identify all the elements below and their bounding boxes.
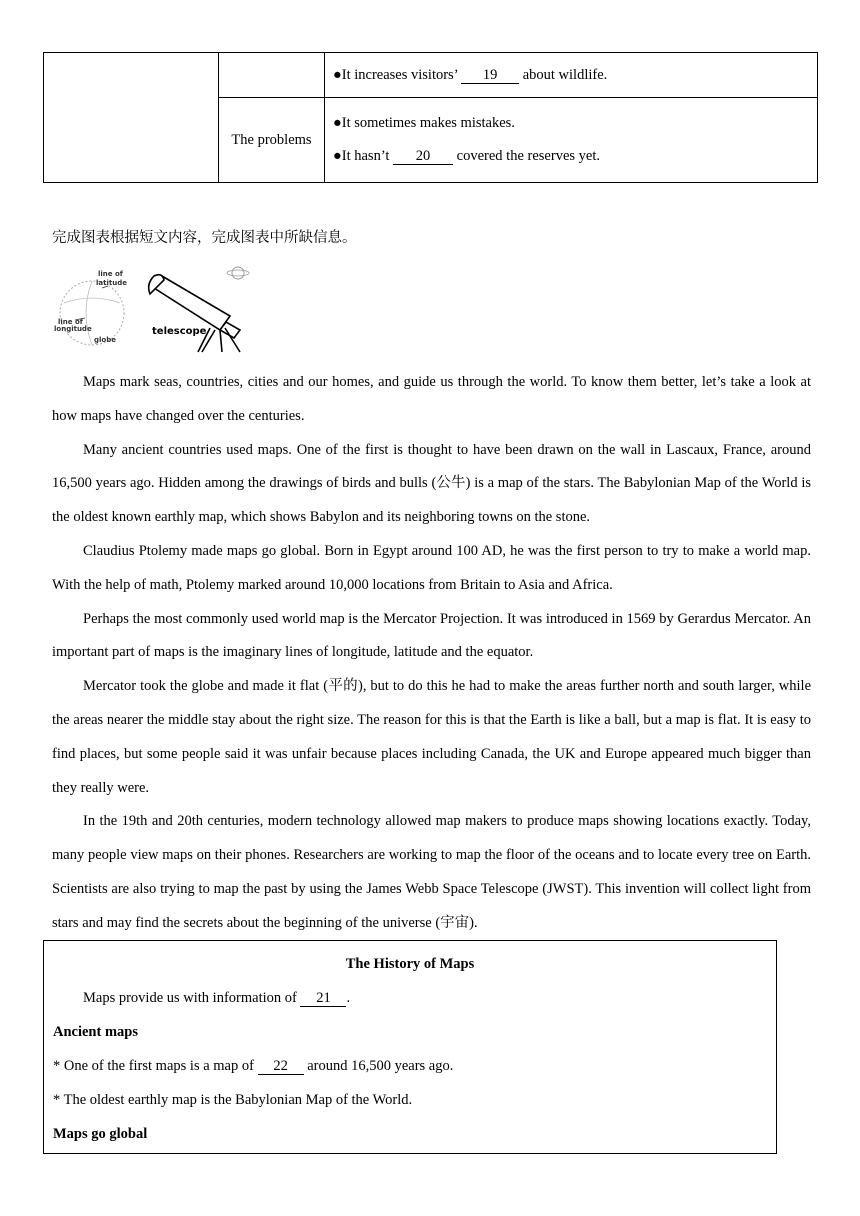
top-table — [43, 52, 818, 183]
paragraph-5: Mercator took the globe and made it flat (平的), but to do this he had to make the areas further north and south larger, while the areas nearer the middle stay about the right size. The reason for this is that the Earth is like a ball, but a map is flat. It is easy to find places, but some people said it was unfair because places including Canada, the UK and Europe appeared much bigger than they really were. — [52, 678, 811, 796]
table-cell-empty — [44, 53, 219, 183]
row1-suffix: about wildlife. — [519, 66, 608, 83]
heading-ancient-maps: Ancient maps — [53, 1024, 138, 1040]
row2-line2: ●It hasn’t 20 covered the reserves yet. — [333, 148, 600, 164]
blank-22[interactable]: 22 — [258, 1059, 304, 1075]
heading-maps-go-global: Maps go global — [53, 1126, 148, 1142]
summary-item-2: * The oldest earthly map is the Babylonian Map of the World. — [53, 1092, 413, 1108]
label-longitude-1: line of — [58, 318, 83, 326]
row1-prefix: ●It increases visitors’ — [333, 66, 462, 83]
blank-20[interactable]: 20 — [393, 149, 453, 165]
paragraph-3: Claudius Ptolemy made maps go global. Born in Egypt around 100 AD, he was the first person to try to make a world map. With the help of math, Ptolemy marked around 10,000 locations from Britain to Asia and Africa. — [52, 542, 811, 593]
table-cell-row1 — [325, 53, 818, 98]
summary-title: The History of Maps — [345, 956, 475, 972]
label-latitude-1: line of — [98, 270, 123, 278]
blank-19[interactable]: 19 — [461, 68, 519, 84]
blank-21[interactable]: 21 — [300, 991, 346, 1007]
problems-label: The problems — [219, 98, 325, 183]
paragraph-2: Many ancient countries used maps. One of the first is thought to have been drawn on the wall in Lascaux, France, around 16,500 years ago. Hidden among the drawings of birds and bulls (公牛) is a map of the stars. The Babylonian Map of the World is the oldest known earthly map, which shows Babylon and its neighboring towns on the stone. — [52, 441, 811, 526]
paragraph-6: In the 19th and 20th centuries, modern technology allowed map makers to produce maps showing locations exactly. Today, many people view maps on their phones. Researchers are working to map the floor of the oceans and to locate every tree on Earth. Scientists are also trying to map the past by using the James Webb Space Telescope (JWST). This invention will collect light from stars and may find the secrets about the beginning of the universe (宇宙). — [52, 813, 811, 931]
instruction: 完成图表根据短文内容，完成图表中所缺信息。 — [52, 230, 357, 246]
label-globe: globe — [94, 336, 116, 344]
globe-telescope-illustration — [50, 258, 260, 354]
row2-line1: ●It sometimes makes mistakes. — [333, 115, 515, 131]
summary-item-1: * One of the first maps is a map of 22 around 16,500 years ago. — [53, 1058, 454, 1074]
label-longitude-2: longitude — [54, 325, 92, 333]
table-cell-row2 — [325, 98, 818, 183]
paragraph-4: Perhaps the most commonly used world map is the Mercator Projection. It was introduced in 1569 by Gerardus Mercator. An important part of maps is the imaginary lines of longitude, latitude and the equator. — [52, 610, 811, 661]
summary-intro: Maps provide us with information of 21 . — [83, 990, 351, 1006]
telescope-icon — [149, 275, 240, 352]
table-cell-empty-label — [219, 53, 325, 98]
label-telescope: telescope — [152, 326, 207, 337]
label-latitude-2: latitude — [96, 279, 127, 287]
paragraph-1: Maps mark seas, countries, cities and our homes, and guide us through the world. To know them better, let’s take a look at how maps have changed over the centuries. — [52, 374, 811, 424]
passage — [52, 366, 811, 941]
summary-box — [43, 940, 777, 1154]
planet-icon — [227, 267, 249, 279]
